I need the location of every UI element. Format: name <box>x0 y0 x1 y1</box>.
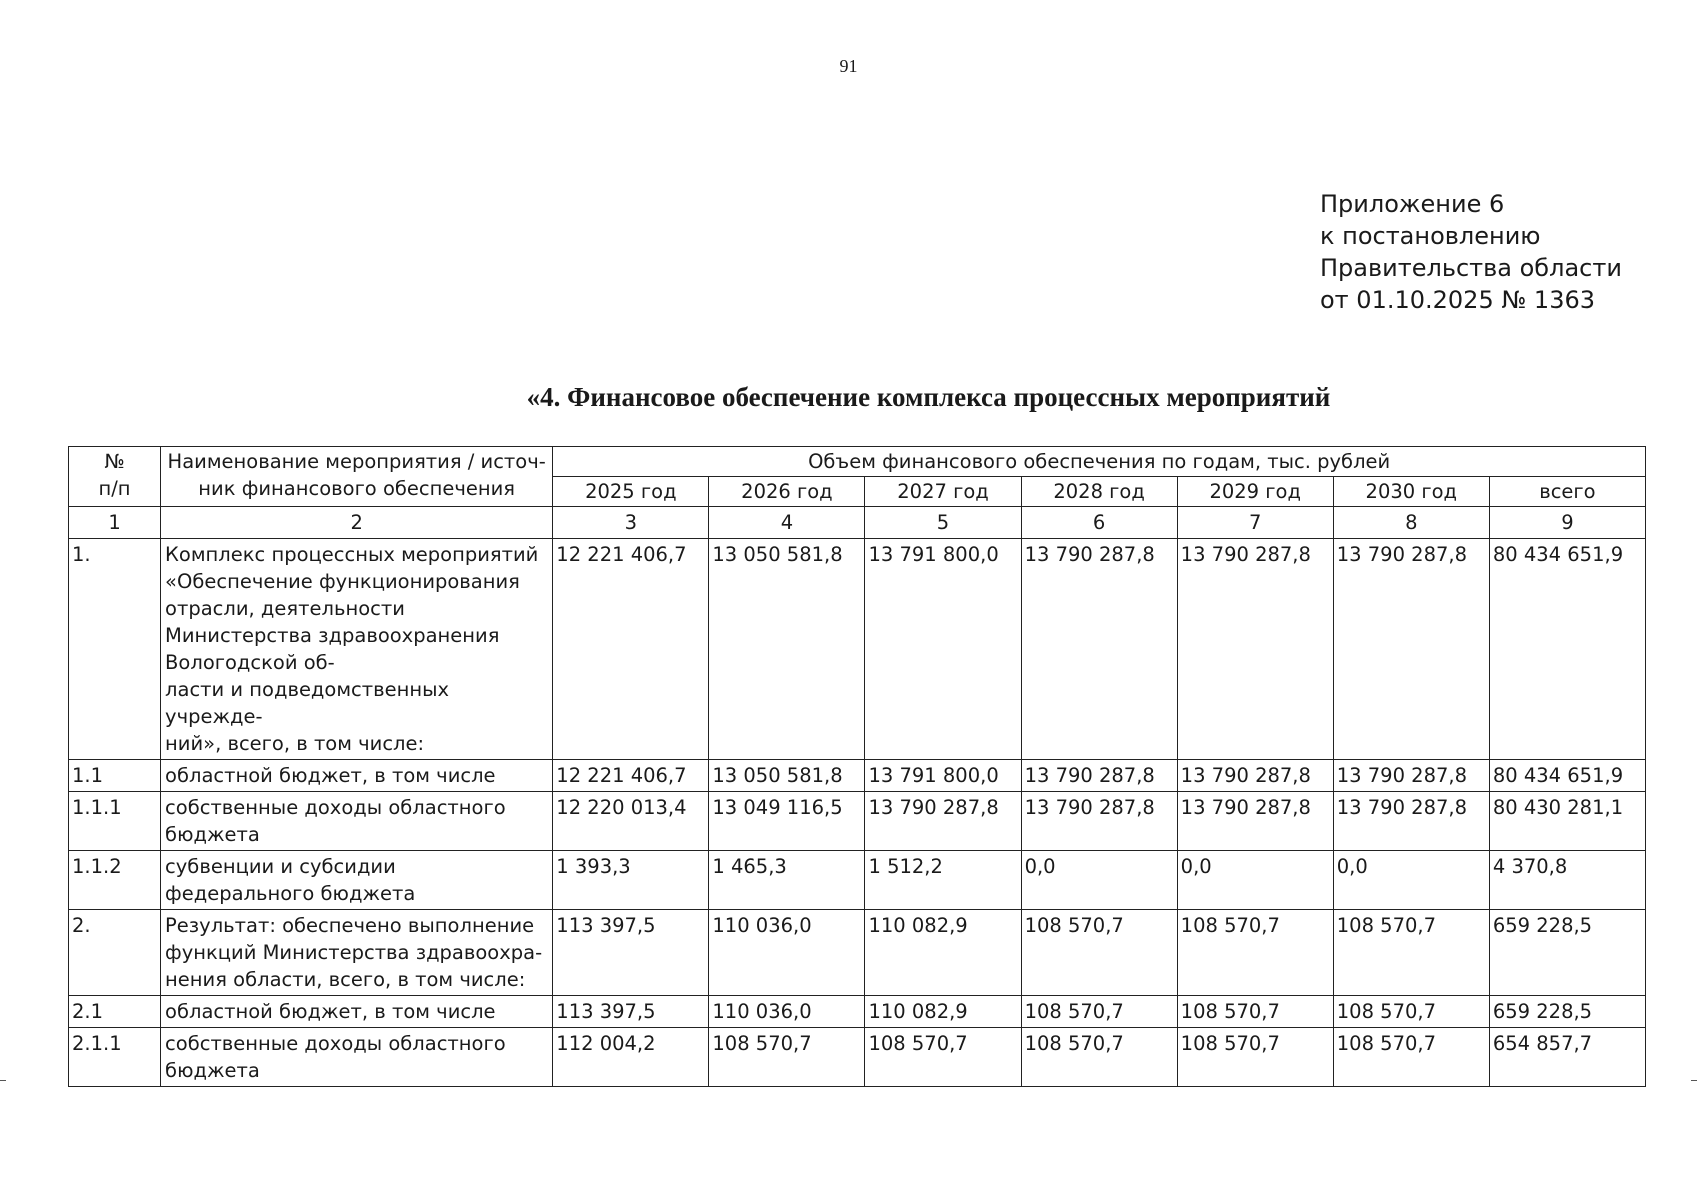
row-value: 13 790 287,8 <box>1333 760 1489 792</box>
header-year: 2027 год <box>865 477 1021 507</box>
row-name: субвенции и субсидии федерального бюджета <box>161 851 553 910</box>
row-value: 0,0 <box>1177 851 1333 910</box>
row-number: 2.1 <box>69 996 161 1028</box>
row-name: Результат: обеспечено выполнение функций Министерства здравоохра- нения области, всего, в том числе: <box>161 910 553 996</box>
row-number: 1.1.2 <box>69 851 161 910</box>
column-index: 7 <box>1177 507 1333 539</box>
row-value: 108 570,7 <box>1021 1028 1177 1087</box>
row-value: 108 570,7 <box>1021 996 1177 1028</box>
row-value: 13 790 287,8 <box>1333 792 1489 851</box>
row-name: областной бюджет, в том числе <box>161 996 553 1028</box>
row-value: 110 082,9 <box>865 996 1021 1028</box>
column-index: 9 <box>1489 507 1645 539</box>
appendix-line: Приложение 6 <box>1320 190 1505 218</box>
row-value: 13 790 287,8 <box>1021 760 1177 792</box>
row-value: 13 050 581,8 <box>709 539 865 760</box>
row-name: Комплекс процессных мероприятий «Обеспечение функционирования отрасли, деятельности Министерства здравоохранения Вологодской об- ласти и подведомственных учрежде- ний», всего, в том числе: <box>161 539 553 760</box>
column-index: 2 <box>161 507 553 539</box>
row-total: 659 228,5 <box>1489 996 1645 1028</box>
row-value: 12 221 406,7 <box>553 539 709 760</box>
column-index: 5 <box>865 507 1021 539</box>
row-value: 113 397,5 <box>553 910 709 996</box>
row-value: 13 049 116,5 <box>709 792 865 851</box>
row-value: 108 570,7 <box>865 1028 1021 1087</box>
document-title: «4. Финансовое обеспечение комплекса процессных мероприятий <box>526 382 1331 412</box>
row-value: 13 790 287,8 <box>1177 760 1333 792</box>
row-value: 1 512,2 <box>865 851 1021 910</box>
row-number: 2. <box>69 910 161 996</box>
row-value: 13 791 800,0 <box>865 760 1021 792</box>
header-volume: Объем финансового обеспечения по годам, тыс. рублей <box>553 447 1646 477</box>
appendix-line: к постановлению <box>1320 222 1541 250</box>
row-value: 108 570,7 <box>1177 910 1333 996</box>
header-num: № п/п <box>69 447 161 507</box>
row-value: 13 791 800,0 <box>865 539 1021 760</box>
financing-table <box>68 446 1646 1087</box>
row-value: 13 790 287,8 <box>865 792 1021 851</box>
appendix-line: от 01.10.2025 № 1363 <box>1320 286 1596 314</box>
row-value: 13 050 581,8 <box>709 760 865 792</box>
row-name: собственные доходы областного бюджета <box>161 1028 553 1087</box>
column-index-row <box>69 507 1646 539</box>
row-value: 108 570,7 <box>1177 996 1333 1028</box>
row-value: 0,0 <box>1333 851 1489 910</box>
row-number: 2.1.1 <box>69 1028 161 1087</box>
header-year: 2028 год <box>1021 477 1177 507</box>
row-name: областной бюджет, в том числе <box>161 760 553 792</box>
column-index: 6 <box>1021 507 1177 539</box>
row-value: 108 570,7 <box>1177 1028 1333 1087</box>
column-index: 4 <box>709 507 865 539</box>
header-year: 2029 год <box>1177 477 1333 507</box>
row-value: 108 570,7 <box>1333 1028 1489 1087</box>
table-row <box>69 996 1646 1028</box>
column-index: 1 <box>69 507 161 539</box>
row-value: 13 790 287,8 <box>1021 792 1177 851</box>
table-row <box>69 1028 1646 1087</box>
row-number: 1.1 <box>69 760 161 792</box>
header-year: 2026 год <box>709 477 865 507</box>
page-number: 91 <box>839 56 858 76</box>
row-value: 13 790 287,8 <box>1333 539 1489 760</box>
row-total: 80 434 651,9 <box>1489 760 1645 792</box>
row-value: 108 570,7 <box>709 1028 865 1087</box>
table-row <box>69 760 1646 792</box>
header-year: 2030 год <box>1333 477 1489 507</box>
row-value: 13 790 287,8 <box>1021 539 1177 760</box>
appendix-line: Правительства области <box>1320 254 1622 282</box>
row-value: 112 004,2 <box>553 1028 709 1087</box>
header-total: всего <box>1489 477 1645 507</box>
header-year: 2025 год <box>553 477 709 507</box>
row-value: 108 570,7 <box>1333 910 1489 996</box>
table-row <box>69 851 1646 910</box>
column-index: 8 <box>1333 507 1489 539</box>
row-value: 12 221 406,7 <box>553 760 709 792</box>
row-total: 659 228,5 <box>1489 910 1645 996</box>
row-value: 108 570,7 <box>1333 996 1489 1028</box>
row-value: 108 570,7 <box>1021 910 1177 996</box>
row-value: 12 220 013,4 <box>553 792 709 851</box>
row-name: собственные доходы областного бюджета <box>161 792 553 851</box>
table-row <box>69 539 1646 760</box>
row-value: 1 393,3 <box>553 851 709 910</box>
table-row <box>69 792 1646 851</box>
row-total: 80 430 281,1 <box>1489 792 1645 851</box>
row-value: 113 397,5 <box>553 996 709 1028</box>
row-total: 654 857,7 <box>1489 1028 1645 1087</box>
row-value: 1 465,3 <box>709 851 865 910</box>
row-value: 110 036,0 <box>709 996 865 1028</box>
row-number: 1.1.1 <box>69 792 161 851</box>
row-total: 4 370,8 <box>1489 851 1645 910</box>
scan-edge-mark <box>0 1080 6 1081</box>
table-row <box>69 910 1646 996</box>
row-value: 13 790 287,8 <box>1177 539 1333 760</box>
header-name: Наименование мероприятия / источ- ник финансового обеспечения <box>161 447 553 507</box>
row-total: 80 434 651,9 <box>1489 539 1645 760</box>
row-number: 1. <box>69 539 161 760</box>
row-value: 110 082,9 <box>865 910 1021 996</box>
row-value: 13 790 287,8 <box>1177 792 1333 851</box>
column-index: 3 <box>553 507 709 539</box>
scan-edge-mark <box>1691 1080 1697 1081</box>
appendix-block <box>1320 188 1622 316</box>
row-value: 110 036,0 <box>709 910 865 996</box>
row-value: 0,0 <box>1021 851 1177 910</box>
header-row <box>69 447 1646 477</box>
